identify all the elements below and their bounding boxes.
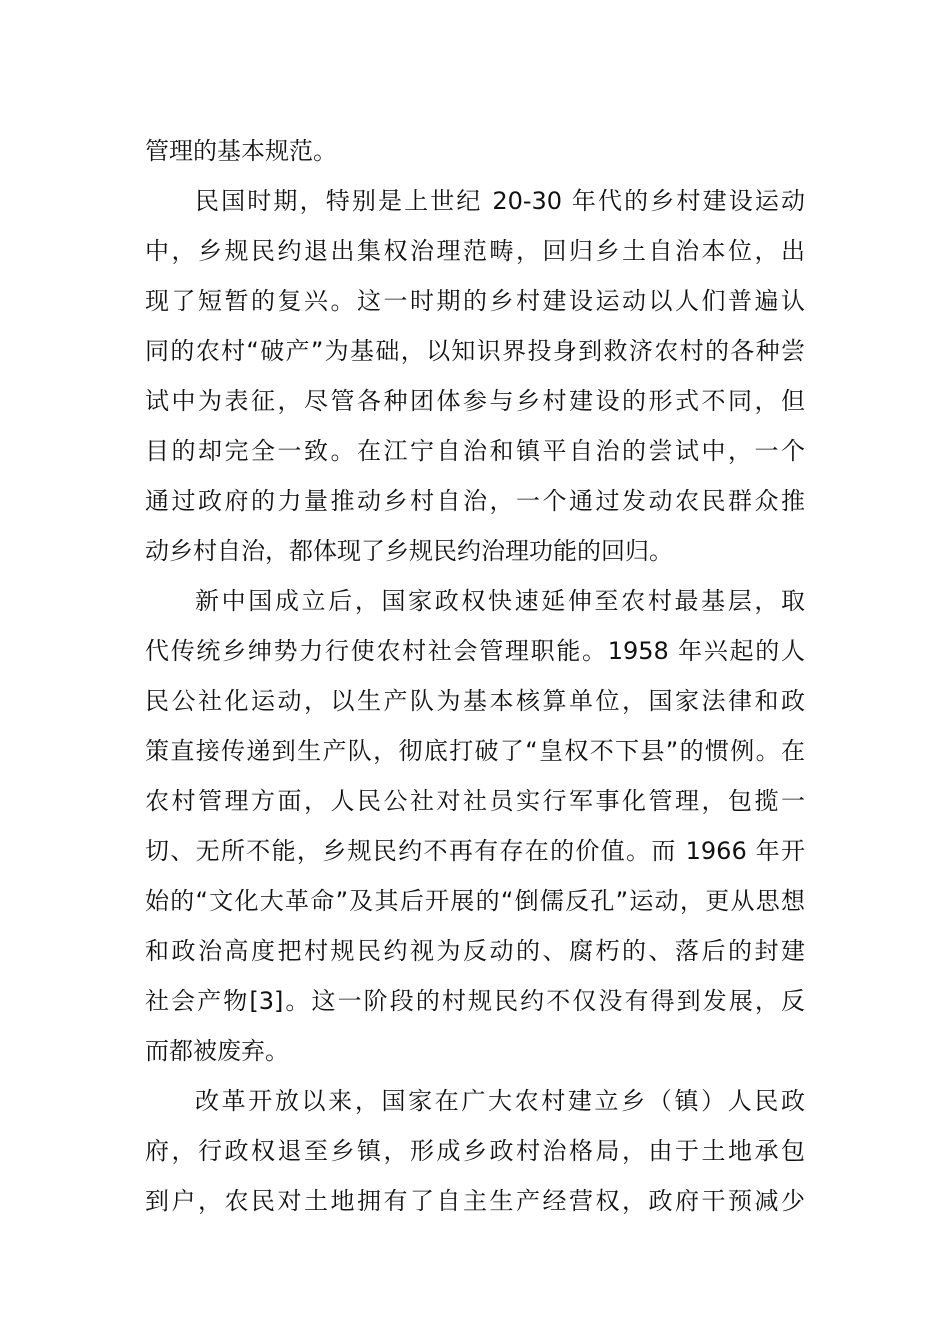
text-line: 农村管理方面，人民公社对社员实行军事化管理，包揽一 xyxy=(145,787,805,815)
text-line: 到户，农民对土地拥有了自主生产经营权，政府干预减少 xyxy=(145,1187,805,1215)
text-line: 中，乡规民约退出集权治理范畴，回归乡土自治本位，出 xyxy=(145,237,805,265)
text-line: 动乡村自治，都体现了乡规民约治理功能的回归。 xyxy=(145,537,673,565)
text-line: 同的农村“破产”为基础，以知识界投身到救济农村的各种尝 xyxy=(145,337,805,365)
text-line: 和政治高度把村规民约视为反动的、腐朽的、落后的封建 xyxy=(145,937,805,965)
text-line: 策直接传递到生产队，彻底打破了“皇权不下县”的惯例。在 xyxy=(145,737,805,765)
text-line: 民公社化运动，以生产队为基本核算单位，国家法律和政 xyxy=(145,687,805,715)
text-line: 试中为表征，尽管各种团体参与乡村建设的形式不同，但 xyxy=(145,387,805,415)
text-line: 通过政府的力量推动乡村自治，一个通过发动农民群众推 xyxy=(145,487,805,515)
text-line: 切、无所不能，乡规民约不再有存在的价值。而 1966 年开 xyxy=(145,837,805,865)
text-line: 目的却完全一致。在江宁自治和镇平自治的尝试中，一个 xyxy=(145,437,805,465)
text-line: 民国时期，特别是上世纪 20-30 年代的乡村建设运动 xyxy=(195,187,805,215)
text-line: 管理的基本规范。 xyxy=(145,137,337,165)
text-line: 社会产物[3]。这一阶段的村规民约不仅没有得到发展，反 xyxy=(145,987,805,1015)
text-line: 代传统乡绅势力行使农村社会管理职能。1958 年兴起的人 xyxy=(145,637,805,665)
text-line: 始的“文化大革命”及其后开展的“倒儒反孔”运动，更从思想 xyxy=(145,887,805,915)
text-line: 而都被废弃。 xyxy=(145,1037,289,1065)
text-line: 改革开放以来，国家在广大农村建立乡（镇）人民政 xyxy=(195,1087,805,1115)
text-line: 府，行政权退至乡镇，形成乡政村治格局，由于土地承包 xyxy=(145,1137,805,1165)
text-line: 新中国成立后，国家政权快速延伸至农村最基层，取 xyxy=(195,587,805,615)
body-text xyxy=(145,126,805,1226)
text-line: 现了短暂的复兴。这一时期的乡村建设运动以人们普遍认 xyxy=(145,287,805,315)
